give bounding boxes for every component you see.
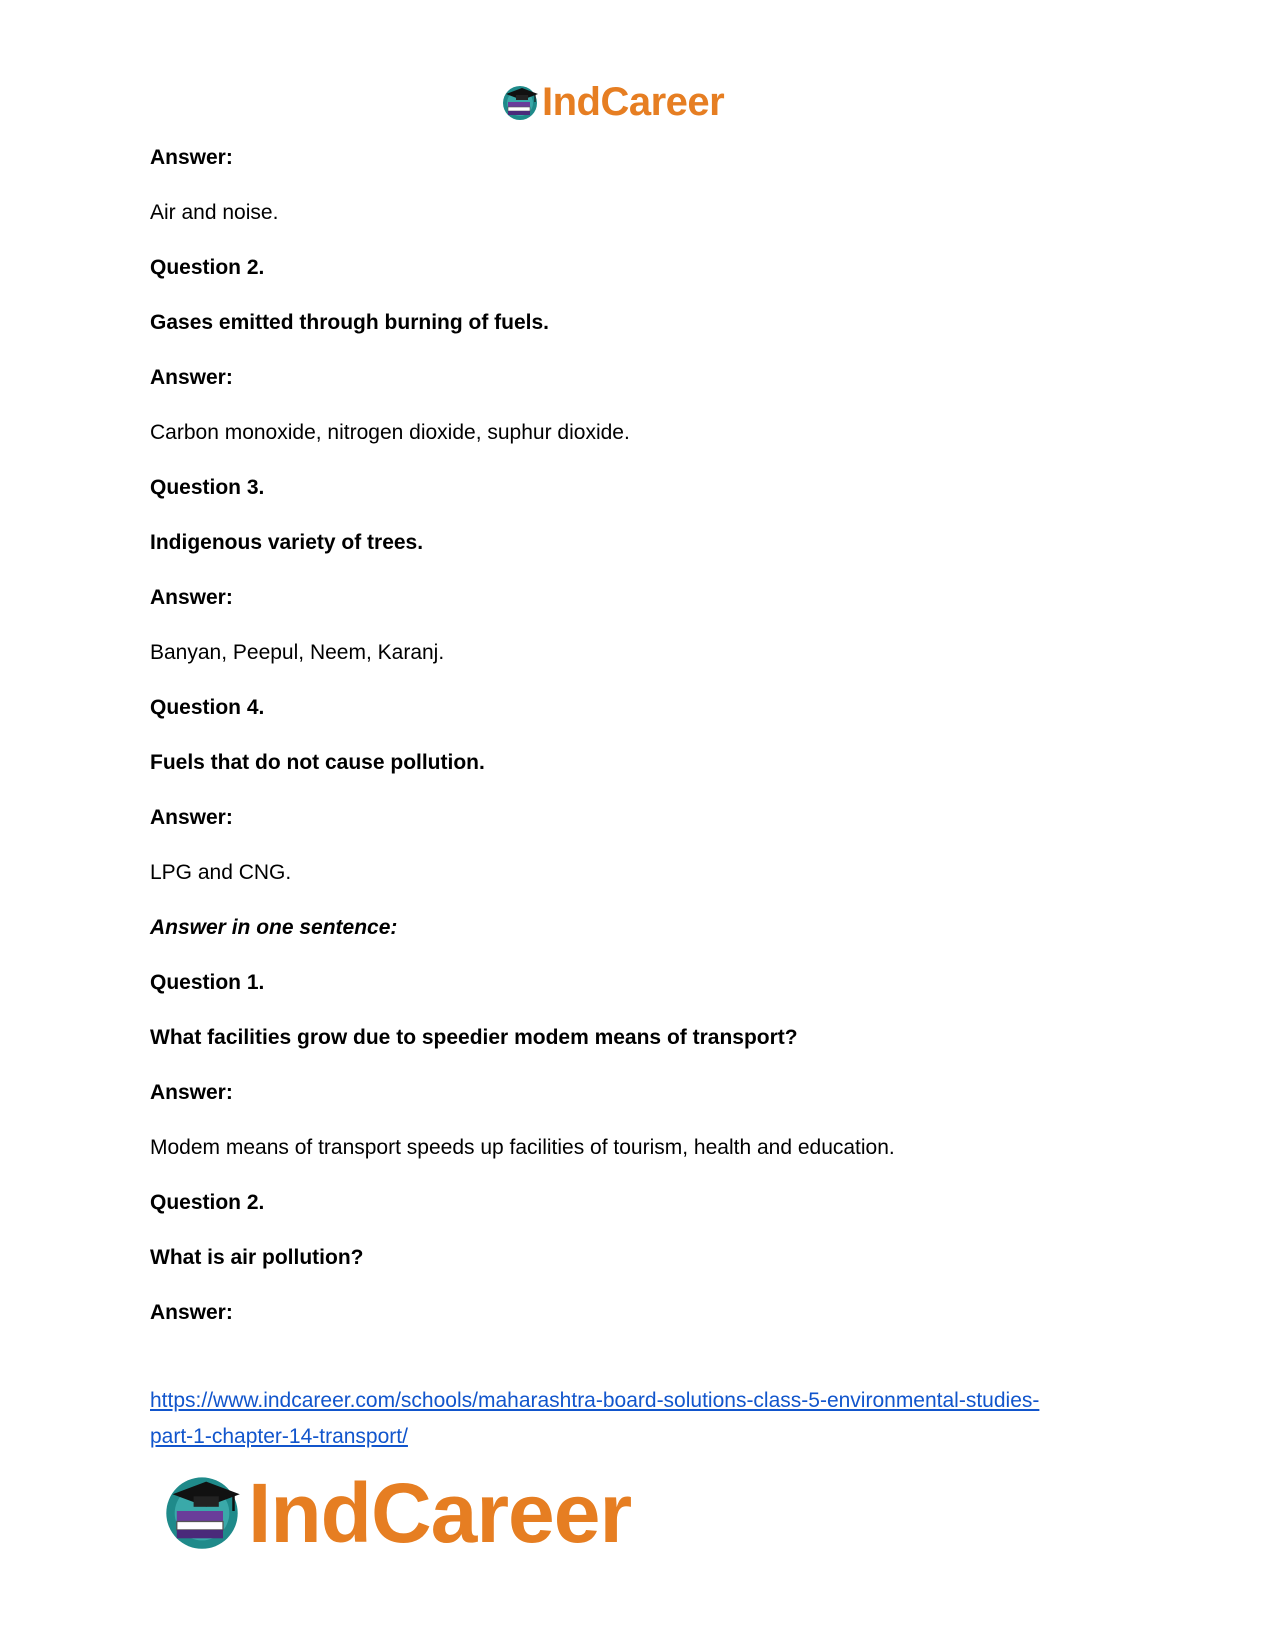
header-logo-text: IndCareer: [542, 80, 725, 124]
source-link[interactable]: [150, 1383, 1150, 1455]
answer-label: Answer:: [150, 806, 233, 829]
question-heading: Question 4.: [150, 696, 265, 719]
answer-label: Answer:: [150, 366, 233, 389]
logo-emblem-icon: [500, 82, 540, 122]
answer-text: LPG and CNG.: [150, 861, 292, 884]
footer-logo: [160, 1468, 631, 1558]
question-heading: Question 2.: [150, 256, 265, 279]
question-text: What is air pollution?: [150, 1246, 364, 1269]
footer-logo-emblem-icon: [160, 1469, 244, 1558]
answer-text: Modem means of transport speeds up facilities of tourism, health and education.: [150, 1136, 895, 1159]
question-heading: Question 2.: [150, 1191, 265, 1214]
source-link-line-2[interactable]: part-1-chapter-14-transport/: [150, 1425, 408, 1448]
source-link-line-1[interactable]: https://www.indcareer.com/schools/maharashtra-board-solutions-class-5-environmental-studies-: [150, 1389, 1040, 1412]
answer-label: Answer:: [150, 586, 233, 609]
question-text: Fuels that do not cause pollution.: [150, 751, 485, 774]
document-body: [150, 145, 1130, 1355]
footer-logo-text: IndCareer: [248, 1466, 632, 1560]
answer-label: Answer:: [150, 1301, 233, 1324]
question-heading: Question 1.: [150, 971, 265, 994]
answer-label: Answer:: [150, 146, 233, 169]
header-logo: [500, 78, 724, 126]
question-text: What facilities grow due to speedier modem means of transport?: [150, 1026, 798, 1049]
question-text: Indigenous variety of trees.: [150, 531, 424, 554]
answer-text: Carbon monoxide, nitrogen dioxide, suphur dioxide.: [150, 421, 630, 444]
answer-text: Banyan, Peepul, Neem, Karanj.: [150, 641, 445, 664]
answer-label: Answer:: [150, 1081, 233, 1104]
question-text: Gases emitted through burning of fuels.: [150, 311, 550, 334]
question-heading: Question 3.: [150, 476, 265, 499]
answer-text: Air and noise.: [150, 201, 279, 224]
section-heading: Answer in one sentence:: [150, 916, 398, 939]
